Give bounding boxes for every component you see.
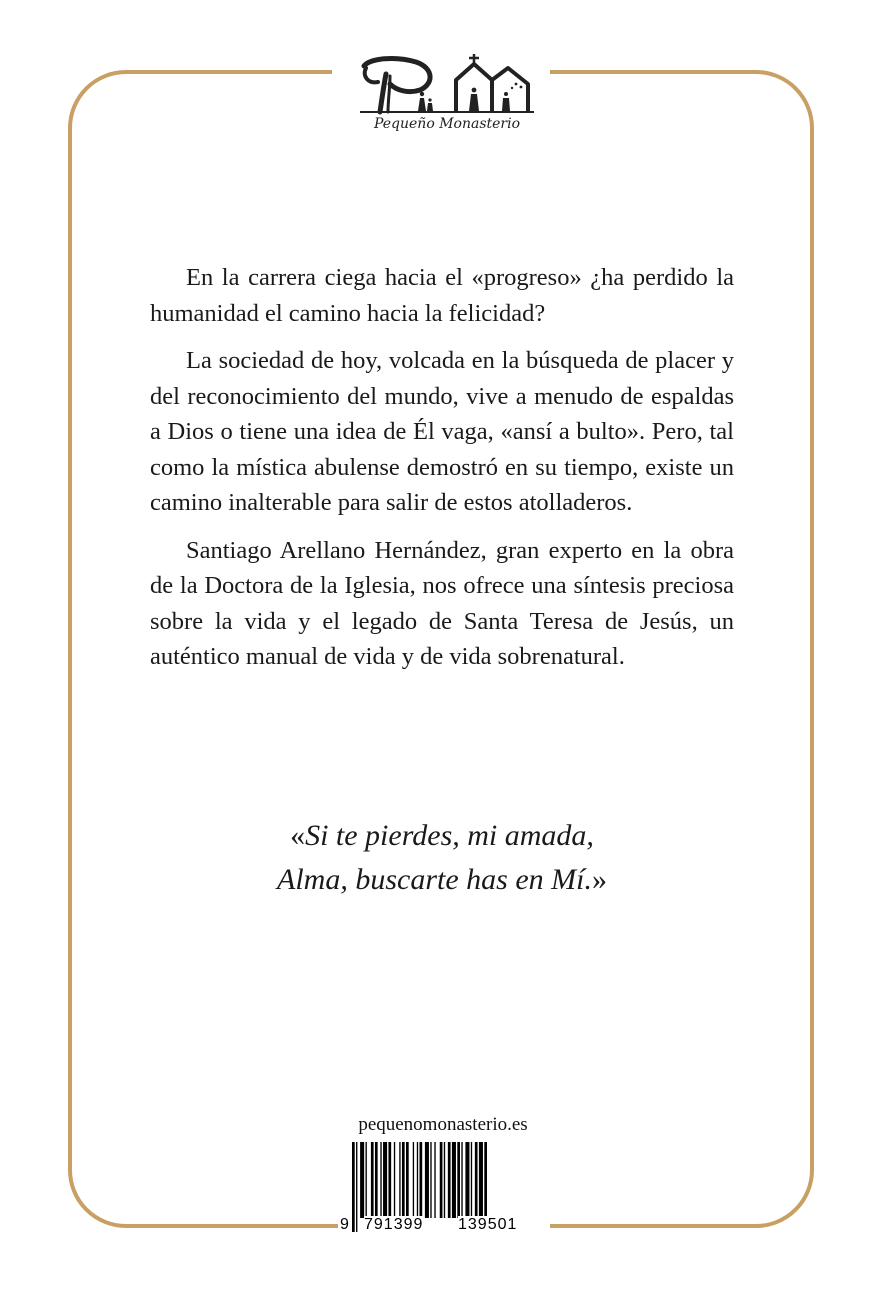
barcode-bar xyxy=(434,1142,435,1218)
barcode-bar xyxy=(356,1142,357,1232)
barcode-bar xyxy=(465,1142,469,1218)
barcode-bar xyxy=(406,1142,409,1218)
barcode-bar xyxy=(471,1142,472,1218)
barcode-group-1: 791399 xyxy=(364,1216,424,1233)
barcode-bar xyxy=(452,1142,456,1218)
barcode-bar xyxy=(388,1142,391,1218)
barcode-bar xyxy=(475,1142,478,1218)
barcode-prefix: 9 xyxy=(340,1216,350,1233)
barcode-bar xyxy=(413,1142,414,1218)
publisher-name: Pequeño Monasterio xyxy=(373,116,521,132)
publisher-website: pequenomonasterio.es xyxy=(358,1114,528,1135)
quote-close-mark: » xyxy=(591,863,607,896)
barcode-bar xyxy=(479,1142,483,1218)
barcode-bar xyxy=(399,1142,400,1218)
barcode-bar xyxy=(440,1142,443,1218)
blurb-paragraph: En la carrera ciega hacia el «progreso» ¿ha perdido la humanidad el camino hacia la felicidad? xyxy=(150,264,734,327)
barcode-bar xyxy=(371,1142,374,1218)
back-cover-blurb xyxy=(150,260,734,687)
barcode-bar xyxy=(425,1142,429,1218)
barcode-bar xyxy=(360,1142,364,1218)
publisher-logo xyxy=(356,54,538,138)
blurb-paragraph: La sociedad de hoy, volcada en la búsqueda de placer y del reconocimiento del mundo, vive a menudo de espaldas a Dios o tiene una idea de Él vaga, «ansí a bulto». Pero, tal como la mística abulense demostró en su tiempo, existe un camino inalterable para salir de estos atolladeros. xyxy=(150,347,734,516)
barcode-bar xyxy=(380,1142,381,1218)
tree-and-church-logo-icon xyxy=(356,54,538,116)
closing-quote xyxy=(150,814,734,902)
quote-line-2: Alma, buscarte has en Mí. xyxy=(277,863,592,896)
quote-line-1: Si te pierdes, mi amada, xyxy=(305,819,594,852)
barcode-bar xyxy=(430,1142,431,1218)
barcode-bar xyxy=(394,1142,395,1218)
barcode-bar xyxy=(375,1142,378,1218)
barcode-bar xyxy=(366,1142,367,1218)
barcode-bar xyxy=(383,1142,387,1218)
barcode-bar xyxy=(352,1142,355,1232)
barcode-bar xyxy=(402,1142,405,1218)
barcode-bar xyxy=(444,1142,445,1218)
barcode-bar xyxy=(461,1142,462,1218)
blurb-paragraph: Santiago Arellano Hernández, gran experto en la obra de la Doctora de la Iglesia, nos ofrece una síntesis preciosa sobre la vida y el legado de Santa Teresa de Jesús, un auténtico manual de vida y de vida sobrenatural. xyxy=(150,536,734,670)
barcode-group-2: 139501 xyxy=(458,1216,518,1233)
quote-open-mark: « xyxy=(290,819,306,852)
barcode-bar xyxy=(448,1142,451,1218)
isbn-barcode xyxy=(340,1140,546,1236)
barcode-bar xyxy=(457,1142,460,1218)
